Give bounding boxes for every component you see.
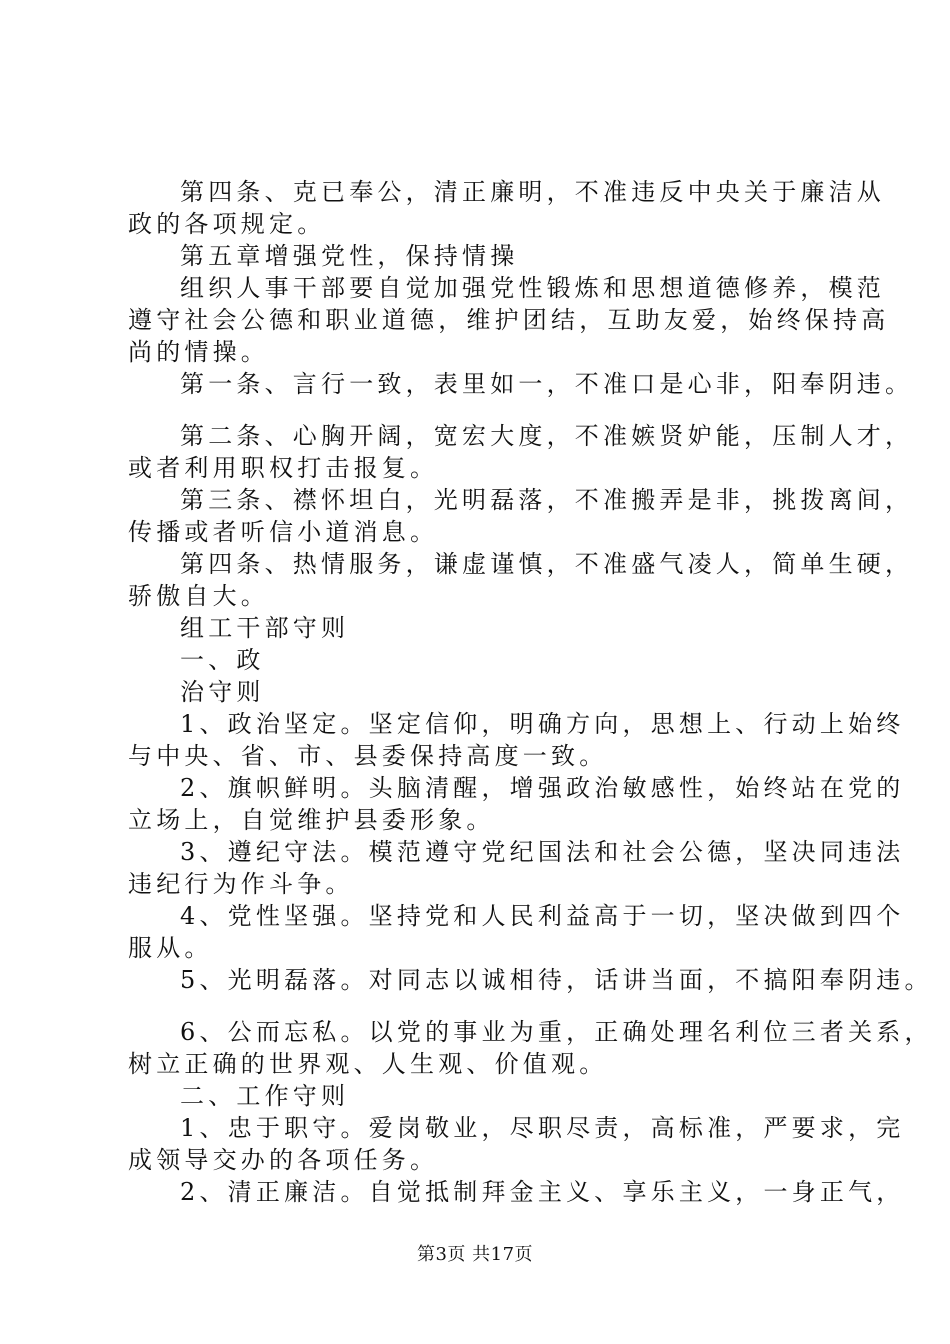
text-line: 树立正确的世界观、人生观、价值观。 xyxy=(128,1050,608,1078)
text-line: 政的各项规定。 xyxy=(128,210,326,238)
text-line: 骄傲自大。 xyxy=(128,582,269,610)
text-line: 立场上，自觉维护县委形象。 xyxy=(128,806,495,834)
section-heading: 二、工作守则 xyxy=(180,1082,350,1110)
text-line: 与中央、省、市、县委保持高度一致。 xyxy=(128,742,608,770)
text-line: 5、光明磊落。对同志以诚相待，话讲当面，不搞阳奉阴违。 xyxy=(180,966,933,994)
text-line: 或者利用职权打击报复。 xyxy=(128,454,439,482)
text-line: 成领导交办的各项任务。 xyxy=(128,1146,439,1174)
text-line: 第五章增强党性，保持情操 xyxy=(180,242,519,270)
text-line: 治守则 xyxy=(180,678,265,706)
text-line: 一、政 xyxy=(180,646,265,674)
text-line: 6、公而忘私。以党的事业为重，正确处理名利位三者关系， xyxy=(180,1018,933,1046)
text-line: 第四条、克已奉公，清正廉明，不准违反中央关于廉洁从 xyxy=(180,178,885,206)
text-line: 4、党性坚强。坚持党和人民利益高于一切，坚决做到四个 xyxy=(180,902,905,930)
text-line: 第四条、热情服务，谦虚谨慎，不准盛气凌人，简单生硬， xyxy=(180,550,914,578)
text-line: 遵守社会公德和职业道德，维护团结，互助友爱，始终保持高 xyxy=(128,306,890,334)
text-line: 违纪行为作斗争。 xyxy=(128,870,354,898)
page-footer: 第3页 共17页 xyxy=(416,1244,534,1265)
text-line: 第一条、言行一致，表里如一，不准口是心非，阳奉阴违。 xyxy=(180,370,914,398)
section-heading: 组工干部守则 xyxy=(180,614,350,642)
text-line: 2、清正廉洁。自觉抵制拜金主义、享乐主义，一身正气， xyxy=(180,1178,905,1206)
text-line: 2、旗帜鲜明。头脑清醒，增强政治敏感性，始终站在党的 xyxy=(180,774,905,802)
text-line: 1、政治坚定。坚定信仰，明确方向，思想上、行动上始终 xyxy=(180,710,905,738)
text-line: 尚的情操。 xyxy=(128,338,269,366)
text-line: 第二条、心胸开阔，宽宏大度，不准嫉贤妒能，压制人才， xyxy=(180,422,914,450)
text-line: 1、忠于职守。爱岗敬业，尽职尽责，高标准，严要求，完 xyxy=(180,1114,905,1142)
text-line: 3、遵纪守法。模范遵守党纪国法和社会公德，坚决同违法 xyxy=(180,838,905,866)
text-line: 服从。 xyxy=(128,934,213,962)
text-line: 第三条、襟怀坦白，光明磊落，不准搬弄是非，挑拨离间， xyxy=(180,486,914,514)
text-line: 传播或者听信小道消息。 xyxy=(128,518,439,546)
text-line: 组织人事干部要自觉加强党性锻炼和思想道德修养，模范 xyxy=(180,274,885,302)
